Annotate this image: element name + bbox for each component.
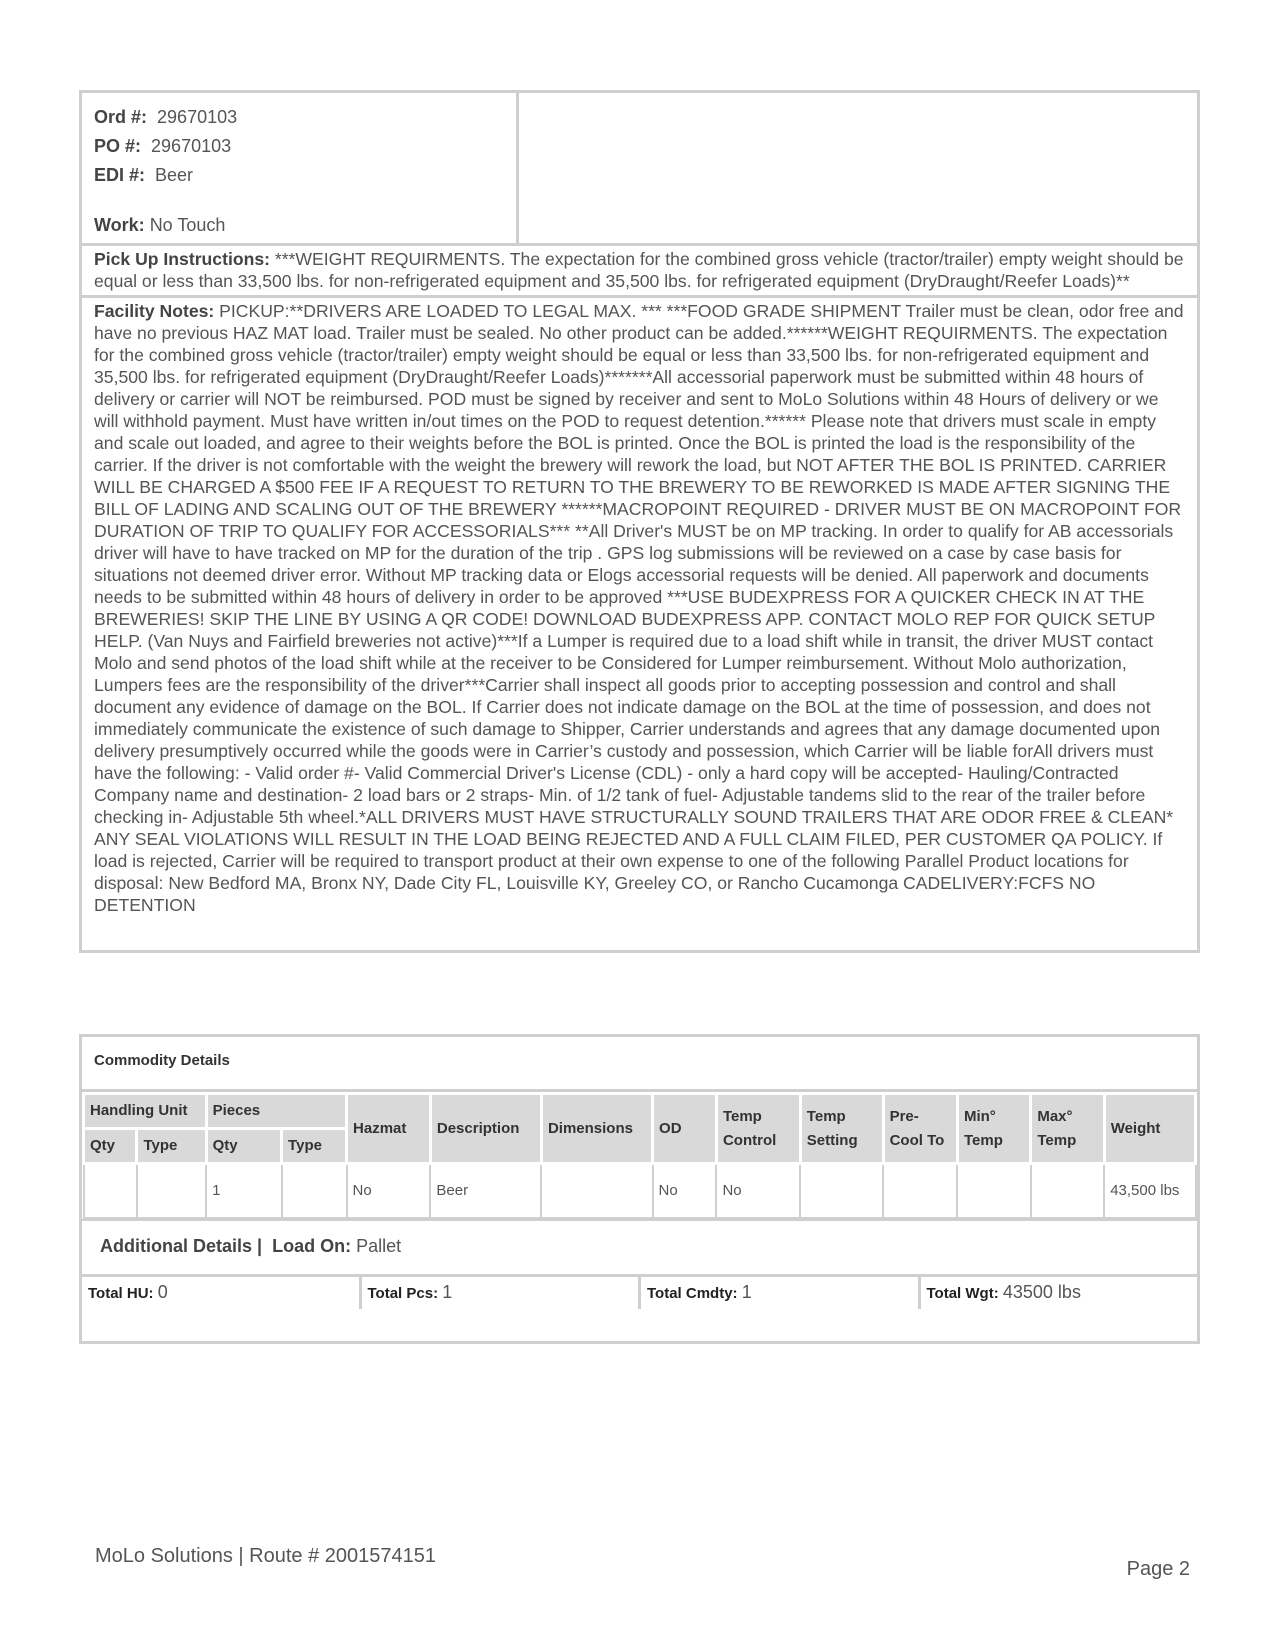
order-ids xyxy=(82,93,519,243)
col-pieces: Pieces xyxy=(206,1094,346,1129)
total-wgt xyxy=(921,1277,1198,1309)
total-hu xyxy=(82,1277,362,1309)
work-line xyxy=(94,211,504,240)
col-hazmat: Hazmat xyxy=(347,1094,431,1164)
cell-hazmat: No xyxy=(347,1164,431,1219)
totals-row xyxy=(82,1277,1197,1309)
total-cmdty-value: 1 xyxy=(741,1282,752,1302)
table-row xyxy=(84,1164,1196,1219)
commodity-details-box xyxy=(79,1034,1200,1344)
col-max-temp: Max° Temp xyxy=(1031,1094,1104,1164)
additional-details xyxy=(82,1219,1197,1277)
cell-pre-cool xyxy=(883,1164,957,1219)
col-handling-unit: Handling Unit xyxy=(84,1094,207,1129)
cell-temp-setting xyxy=(800,1164,883,1219)
edi-value: Beer xyxy=(155,165,194,185)
col-dimensions: Dimensions xyxy=(541,1094,652,1164)
cell-hu-qty xyxy=(84,1164,137,1219)
order-header-row xyxy=(82,93,1197,246)
total-cmdty-label: Total Cmdty: xyxy=(647,1285,738,1302)
cell-od: No xyxy=(653,1164,717,1219)
order-info-box xyxy=(79,90,1200,953)
ord-value: 29670103 xyxy=(157,107,238,127)
ord-label: Ord #: xyxy=(94,107,148,127)
total-pcs-label: Total Pcs: xyxy=(367,1285,439,1302)
col-weight: Weight xyxy=(1104,1094,1195,1164)
load-on-label: Load On: xyxy=(272,1236,352,1256)
col-od: OD xyxy=(653,1094,717,1164)
cell-max-temp xyxy=(1031,1164,1104,1219)
total-wgt-value: 43500 lbs xyxy=(1002,1282,1081,1302)
col-pre-cool: Pre-Cool To xyxy=(883,1094,957,1164)
footer-route: MoLo Solutions | Route # 2001574151 xyxy=(95,1545,437,1567)
col-description: Description xyxy=(430,1094,541,1164)
cell-description: Beer xyxy=(430,1164,541,1219)
po-line xyxy=(94,132,504,161)
pickup-text: ***WEIGHT REQUIRMENTS. The expectation for the combined gross vehicle (tractor/trailer) empty weight should be equal or less than 33,500 lbs. for non-refrigerated equipment and 35,500 lbs. for refrigerated equipment (DryDraught/Reefer Loads)** xyxy=(94,249,1184,291)
work-value: No Touch xyxy=(149,215,226,235)
order-right-empty xyxy=(519,93,1197,243)
col-hu-type: Type xyxy=(137,1129,206,1164)
cell-temp-control: No xyxy=(716,1164,800,1219)
pickup-instructions xyxy=(82,246,1197,298)
edi-line xyxy=(94,161,504,190)
cell-weight: 43,500 lbs xyxy=(1104,1164,1195,1219)
facility-label: Facility Notes: xyxy=(94,301,215,321)
total-pcs-value: 1 xyxy=(442,1282,453,1302)
total-cmdty xyxy=(641,1277,921,1309)
total-hu-label: Total HU: xyxy=(88,1285,154,1302)
po-label: PO #: xyxy=(94,136,142,156)
total-wgt-label: Total Wgt: xyxy=(926,1285,999,1302)
cell-dimensions xyxy=(541,1164,652,1219)
cell-hu-type xyxy=(137,1164,206,1219)
po-value: 29670103 xyxy=(151,136,232,156)
work-label: Work: xyxy=(94,215,145,235)
edi-label: EDI #: xyxy=(94,165,146,185)
additional-details-label: Additional Details | xyxy=(100,1236,263,1256)
cell-pc-qty: 1 xyxy=(206,1164,281,1219)
col-min-temp: Min° Temp xyxy=(957,1094,1030,1164)
total-pcs xyxy=(362,1277,642,1309)
load-on-value: Pallet xyxy=(356,1236,402,1256)
col-hu-qty: Qty xyxy=(84,1129,137,1164)
cell-pc-type xyxy=(282,1164,347,1219)
cell-min-temp xyxy=(957,1164,1030,1219)
col-pc-qty: Qty xyxy=(206,1129,281,1164)
col-temp-control: Temp Control xyxy=(716,1094,800,1164)
commodity-table xyxy=(82,1092,1197,1219)
col-pc-type: Type xyxy=(282,1129,347,1164)
commodity-title: Commodity Details xyxy=(82,1037,1197,1092)
pickup-label: Pick Up Instructions: xyxy=(94,249,270,269)
ord-line xyxy=(94,103,504,132)
page-number: Page 2 xyxy=(1126,1558,1190,1580)
total-hu-value: 0 xyxy=(157,1282,168,1302)
facility-notes xyxy=(82,298,1197,918)
facility-text: PICKUP:**DRIVERS ARE LOADED TO LEGAL MAX. *** ***FOOD GRADE SHIPMENT Trailer must be clean, odor free and have no previous HAZ MAT load. Trailer must be sealed. No other product can be added.******WEIGHT REQUIRMENTS. The expectation for the combined gross vehicle (tractor/trailer) empty weight should be equal or less than 33,500 lbs. for non-refrigerated equipment and 35,500 lbs. for refrigerated equipment (DryDraught/Reefer Loads)*******All accessorial paperwork must be submitted within 48 hours of delivery or carrier will NOT be reimbursed. POD must be signed by receiver and sent to MoLo Solutions within 48 Hours of delivery or we will withhold payment. Must have written in/out times on the POD to request detention.****** Please note that drivers must scale in empty and scale out loaded, and agree to their weights before the BOL is printed. Once the BOL is printed the load is the responsibility of the carrier. If the driver is not comfortable with the weight the brewery will rework the load, but NOT AFTER THE BOL IS PRINTED. CARRIER WILL BE CHARGED A $500 FEE IF A REQUEST TO RETURN TO THE BREWERY TO BE REWORKED IS MADE AFTER SIGNING THE BILL OF LADING AND SCALING OUT OF THE BREWERY ******MACROPOINT REQUIRED - DRIVER MUST BE ON MACROPOINT FOR DURATION OF TRIP TO QUALIFY FOR ACCESSORIALS*** **All Driver's MUST be on MP tracking. In order to qualify for AB accessorials driver will have to have tracked on MP for the duration of the trip . GPS log submissions will be reviewed on a case by case basis for situations not deemed driver error. Without MP tracking data or Elogs accessorial requests will be denied. All paperwork and documents needs to be submitted within 48 hours of delivery in order to be approved ***USE BUDEXPRESS FOR A QUICKER CHECK IN AT THE BREWERIES! SKIP THE LINE BY USING A QR CODE! DOWNLOAD BUDEXPRESS APP. CONTACT MOLO REP FOR QUICK SETUP HELP. (Van Nuys and Fairfield breweries not active)***If a Lumper is required due to a load shift while in transit, the driver MUST contact Molo and send photos of the load shift while at the receiver to be Considered for Lumper reimbursement. Without Molo authorization, Lumpers fees are the responsibility of the driver***Carrier shall inspect all goods prior to accepting possession and control and shall document any evidence of damage on the BOL. If Carrier does not indicate damage on the BOL at the time of possession, and does not immediately communicate the existence of such damage to Shipper, Carrier understands and agrees that any damage documented upon delivery presumptively occurred while the goods were in Carrier’s custody and possession, which Carrier will be liable forAll drivers must have the following: - Valid order #- Valid Commercial Driver's License (CDL) - only a hard copy will be accepted- Hauling/Contracted Company name and destination- 2 load bars or 2 straps- Min. of 1/2 tank of fuel- Adjustable tandems slid to the rear of the trailer before checking in- Adjustable 5th wheel.*ALL DRIVERS MUST HAVE STRUCTURALLY SOUND TRAILERS THAT ARE ODOR FREE & CLEAN* ANY SEAL VIOLATIONS WILL RESULT IN THE LOAD BEING REJECTED AND A FULL CLAIM FILED, PER CUSTOMER QA POLICY. If load is rejected, Carrier will be required to transport product at their own expense to one of the following Parallel Product locations for disposal: New Bedford MA, Bronx NY, Dade City FL, Louisville KY, Greeley CO, or Rancho Cucamonga CADELIVERY:FCFS NO DETENTION xyxy=(94,301,1184,915)
col-temp-setting: Temp Setting xyxy=(800,1094,883,1164)
